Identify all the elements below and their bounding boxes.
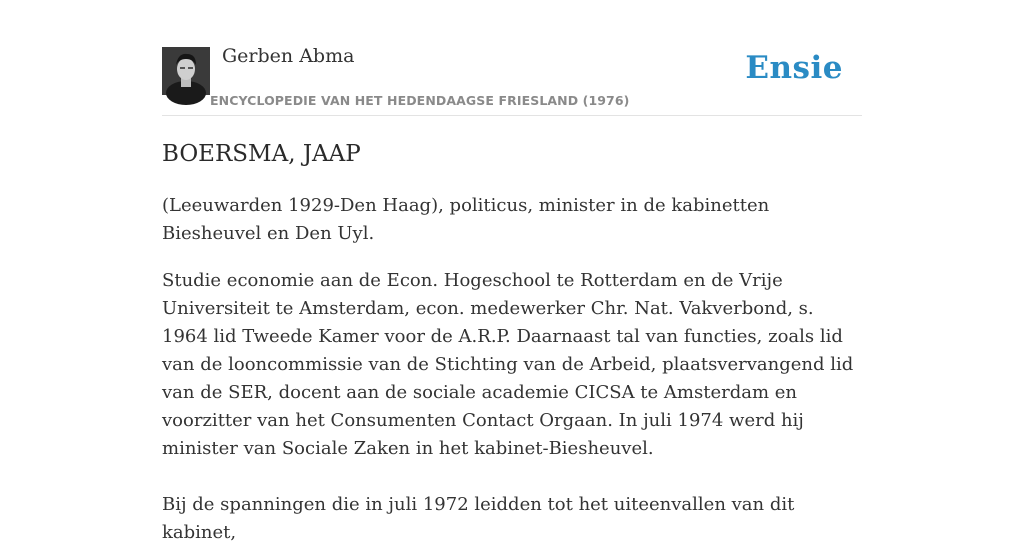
article-paragraph: Bij de spanningen die in juli 1972 leidden tot het uiteenvallen van dit kabinet, (162, 494, 795, 543)
article (162, 138, 862, 547)
author-avatar[interactable] (162, 47, 210, 95)
paragraph-spacer (162, 248, 862, 267)
article-title: BOERSMA, JAAP (162, 141, 361, 167)
source-label[interactable]: ENCYCLOPEDIE VAN HET HEDENDAAGSE FRIESLAND (1976) (210, 93, 630, 108)
ensie-logo[interactable]: Ensie (745, 50, 843, 86)
header (162, 0, 862, 116)
avatar-portrait-icon (162, 47, 210, 95)
article-paragraph: (Leeuwarden 1929-Den Haag), politicus, minister in de kabinetten Biesheuvel en Den Uyl. (162, 195, 770, 244)
author-name[interactable]: Gerben Abma (222, 45, 355, 67)
paragraph-spacer (162, 463, 862, 491)
article-paragraph: Studie economie aan de Econ. Hogeschool te Rotterdam en de Vrije Universiteit te Amsterdam, econ. medewerker Chr. Nat. Vakverbond, s. 1964 lid Tweede Kamer voor de A.R.P. Daarnaast tal van functies, zoals lid van de looncommissie van de Stichting van de Arbeid, plaatsvervangend lid van de SER, docent aan de sociale academie CICSA te Amsterdam en voorzitter van het Consumenten Contact Orgaan. In juli 1974 werd hij minister van Sociale Zaken in het kabinet-Biesheuvel. (162, 270, 854, 459)
